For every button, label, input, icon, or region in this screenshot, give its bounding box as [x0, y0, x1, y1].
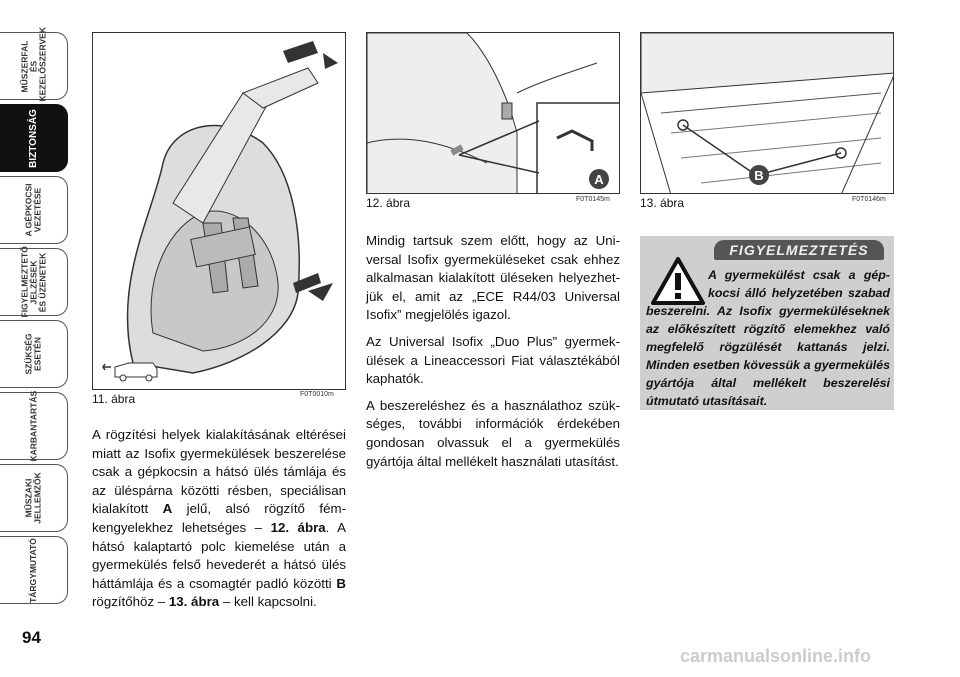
tab-label: KARBANTARTÁS: [28, 390, 38, 461]
tab-label: BIZTONSÁG: [28, 108, 39, 168]
tab-figyelmezteto[interactable]: [0, 245, 68, 317]
watermark: carmanualsonline.info: [680, 646, 872, 666]
left-column-text: [92, 426, 346, 620]
figure-13-caption: 13. ábra: [640, 196, 685, 210]
tab-targymutato[interactable]: [0, 536, 68, 604]
tab-muszerfal[interactable]: [0, 26, 68, 101]
tab-szukseg-eseten[interactable]: [0, 320, 68, 388]
marker-a-label: A: [594, 172, 604, 187]
warning-title: FIGYELMEZTETÉS: [714, 240, 884, 260]
trunk-anchor-illustration: [641, 33, 894, 194]
figure-11-child-seat: [92, 32, 346, 390]
tab-karbantartas[interactable]: [0, 392, 68, 460]
paragraph-isofix-mounting: A rögzítési helyek kialakításának eltérései miatt az Isofix gyermekülések beszerelése csak a gépkocsin a hátsó ülés támlája és az üléspárna közötti résben, speciálisan kialakított A jelű, alsó rögzítő fémkengyelekhez lehetséges – 12. ábra. A hátsó kalaptartó polc kiemelése után a gyermekülés felső hevederét a hátsó ülés háttámlája és a csomagtér padló közötti B rögzítőhöz – 13. ábra – kell kapcsolni.: [92, 427, 346, 610]
paragraph: Mindig tartsuk szem előtt, hogy az Universal Isofix gyermeküléseket csak ehhez alkalmasan kialakított üléseken helyezhetjük el, amit az „ECE R44/03 Universal Isofix” megjelölés igazol.: [366, 233, 620, 323]
figure-13-trunk: [640, 32, 894, 194]
paragraph: A beszereléshez és a használathoz szükséges, további információk érdekében gondosan olvassuk el a gyermekülés gyártója által mellékelt használati utasítást.: [366, 397, 620, 469]
tab-label: FIGYELMEZTETŐ JELZÉSEK ÉS ÜZENETEK: [19, 245, 47, 317]
figure-11-code: F0T0010m: [300, 391, 334, 398]
tab-label: A GÉPKOCSI VEZETÉSE: [23, 183, 43, 237]
tab-gepkocsi-vezetese[interactable]: [0, 176, 68, 244]
warning-text: A gyermekülést csak a gépkocsi álló helyzetében szabad beszerelni. Az Isofix gyermeküléseknek az előkészített rögzítő elemekhez való megfelelő rögzülését kattanás jelzi. Minden esetben kövessük a gyermekülés gyártója által mellékelt beszerelési útmutató utasításait.: [646, 268, 890, 408]
tab-label: TÁRGYMUTATÓ: [28, 537, 38, 603]
figure-12-code: F0T0145m: [576, 196, 610, 203]
car-side-icon: [103, 363, 157, 381]
child-seat-illustration: [93, 33, 346, 390]
page-number: 94: [22, 628, 41, 647]
tab-label: SZÜKSÉG ESETÉN: [23, 333, 43, 375]
isofix-anchor-illustration: [367, 33, 620, 194]
figure-13-code: F0T0146m: [852, 196, 886, 203]
tab-biztonsag[interactable]: [0, 104, 68, 172]
warning-box: [640, 236, 894, 410]
icon-spacer: [646, 266, 708, 290]
tab-label: MŰSZAKI JELLEMZŐK: [23, 472, 43, 524]
tab-muszaki-jellemzok[interactable]: [0, 464, 68, 532]
figure-11-caption: 11. ábra: [92, 392, 136, 406]
tab-label: MŰSZERFAL ÉS KEZELŐSZERVEK: [19, 26, 47, 101]
figure-12-caption: 12. ábra: [366, 196, 411, 210]
middle-column-text: [366, 232, 620, 479]
figure-12-anchors: [366, 32, 620, 194]
marker-b-label: B: [754, 168, 764, 183]
paragraph: Az Universal Isofix „Duo Plus” gyermekülések a Lineaccessori Fiat választékából kaphatók.: [366, 333, 620, 387]
